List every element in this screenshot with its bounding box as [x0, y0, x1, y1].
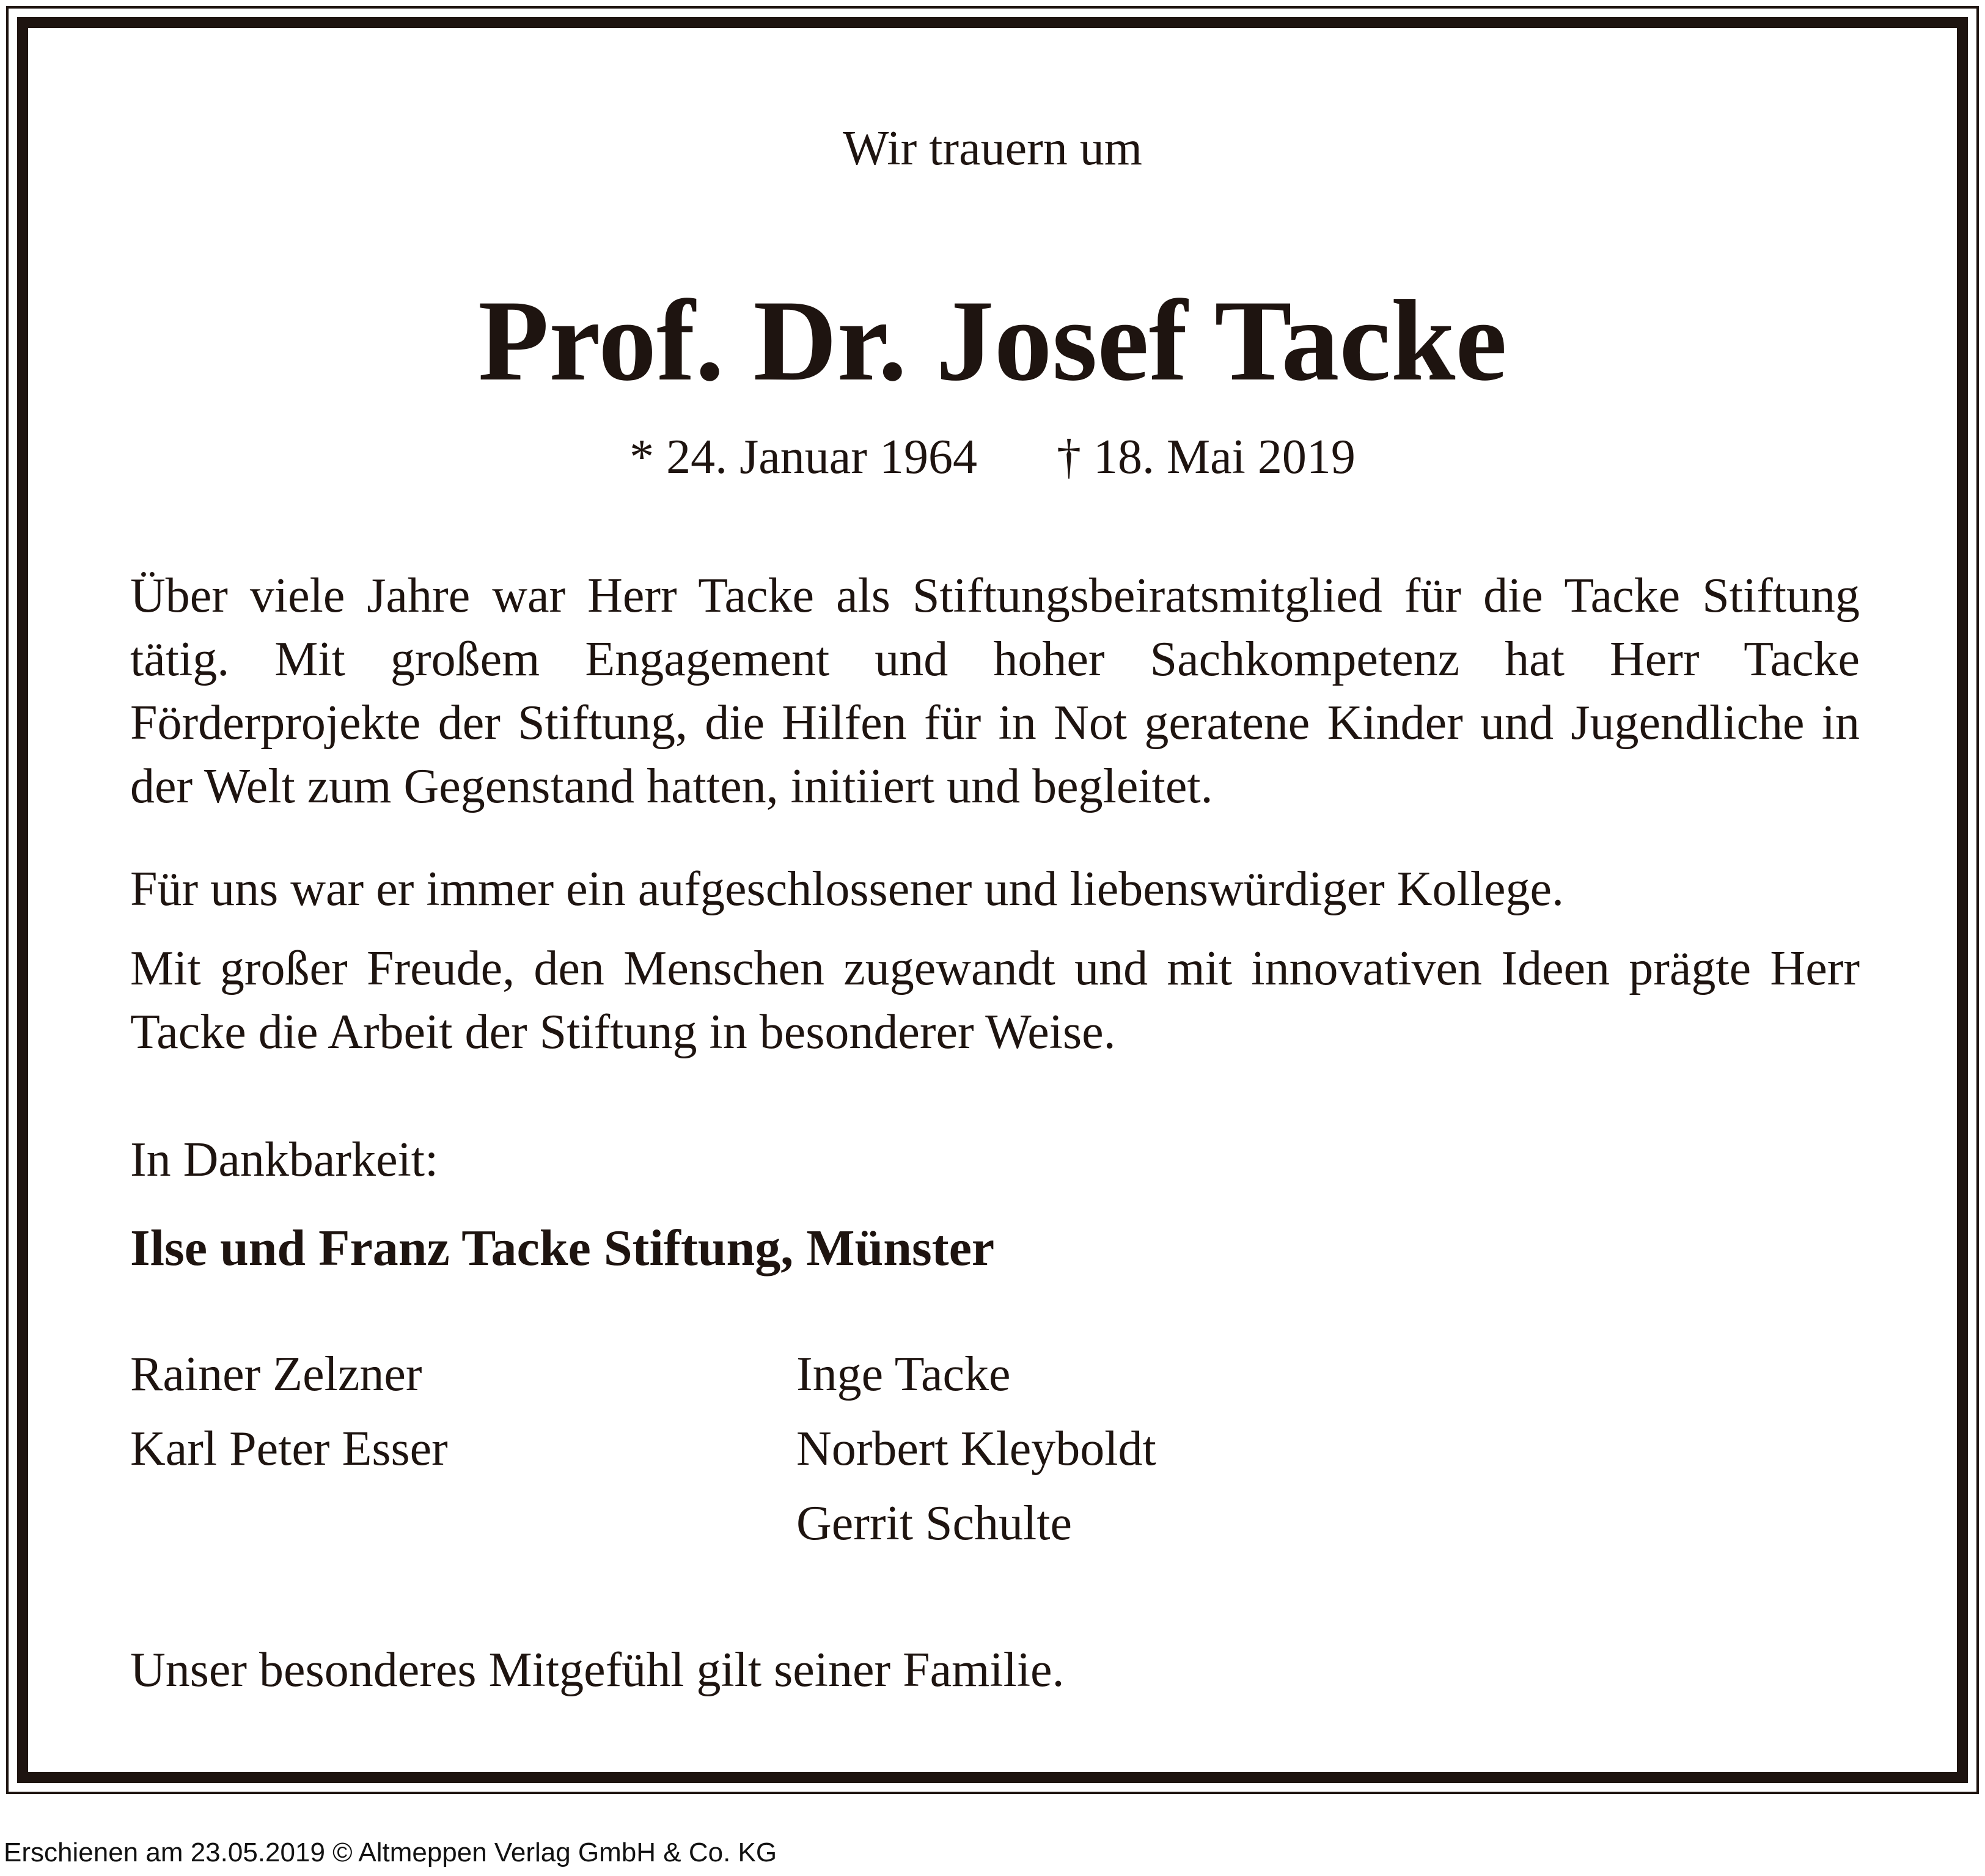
signatories-left — [130, 1337, 448, 1486]
life-dates — [17, 423, 1968, 491]
thanks-line: In Dankbarkeit: — [130, 1133, 439, 1187]
signatory: Inge Tacke — [796, 1347, 1011, 1401]
paragraph-colleague: Für uns war er immer ein aufgeschlossener und liebenswürdiger Kollege. — [130, 862, 1564, 916]
paragraph-legacy: Mit großer Freude, den Menschen zugewandt und mit innovativen Ideen prägte Herr Tacke die Arbeit der Stiftung in besonderer Weise. — [130, 942, 1860, 1059]
intro-line: Wir trauern um — [843, 122, 1142, 175]
signatory: Rainer Zelzner — [130, 1347, 422, 1401]
death-date: † 18. Mai 2019 — [1056, 430, 1356, 484]
signatory: Gerrit Schulte — [796, 1497, 1072, 1550]
publication-footer: Erschienen am 23.05.2019 © Altmeppen Verlag GmbH & Co. KG — [4, 1838, 777, 1867]
birth-date: * 24. Januar 1964 — [629, 430, 977, 484]
signatories-right — [796, 1337, 1156, 1561]
deceased-name: Prof. Dr. Josef Tacke — [478, 277, 1507, 405]
organization-name: Ilse und Franz Tacke Stiftung, Münster — [130, 1220, 995, 1277]
paragraph-tribute: Über viele Jahre war Herr Tacke als Stiftungsbeiratsmitglied für die Tacke Stiftung tätig. Mit großem Engagement und hoher Sachkompetenz hat Herr Tacke Förderprojekte der Stiftung, die Hilfen für in Not geratene Kinder und Jugendliche in der Welt zum Gegenstand hatten, initiiert und begleitet. — [130, 569, 1860, 813]
signatory: Karl Peter Esser — [130, 1422, 448, 1476]
family-condolence: Unser besonderes Mitgefühl gilt seiner Familie. — [130, 1643, 1065, 1697]
signatory: Norbert Kleyboldt — [796, 1422, 1156, 1476]
obituary-notice — [17, 17, 1968, 1783]
